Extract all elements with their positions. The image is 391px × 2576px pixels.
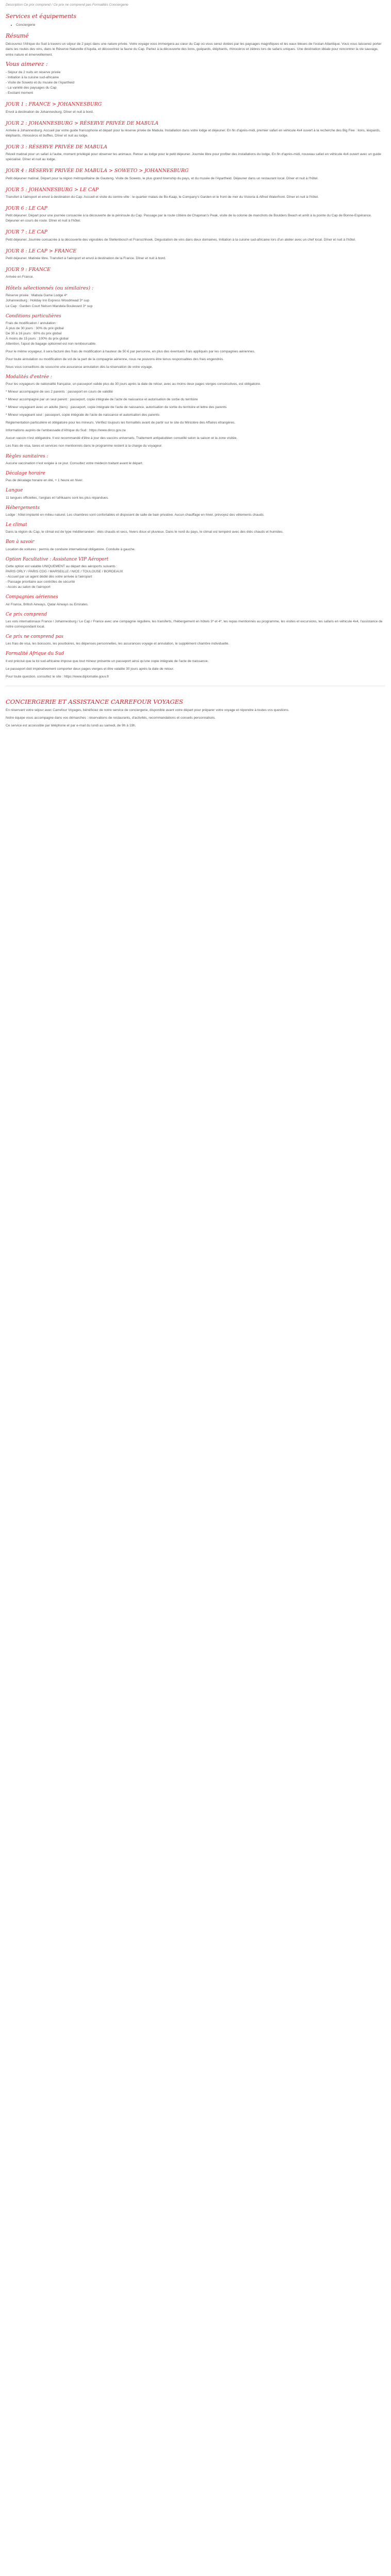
regles-title: Règles sanitaires : — [6, 453, 48, 459]
formalites-text: Réglementation particulière et obligatoire pour les mineurs. Vérifiez toujours les formalités avant de partir sur le site du Ministère des Affaires étrangères. — [6, 421, 236, 425]
day-text: Envol à destination de Johannesburg. Dîner et nuit à bord. — [6, 110, 94, 114]
climat-title: Le climat — [6, 522, 27, 528]
page-intro: Description Ce prix comprend / Ce prix ne comprend pas Formalités Conciergerie — [6, 3, 128, 7]
day-text: Petit déjeuner matinal. Départ pour la région métropolitaine de Gauteng. Visite de Soweto, le plus grand township du pays, et du musée de l'Apartheid. Déjeuner dans un restaurant local. Dîner et nuit à l'hôtel. — [6, 176, 319, 180]
day-text: Arrivée en France. — [6, 275, 34, 279]
prix-comprend-text: Les vols internationaux France / Johannesburg / Le Cap / France avec une compagnie régulière, les transferts, l'hébergement en hôtels 3* et 4*, les repas mentionnés au programme, les visites et excursions, les safaris en véhicule 4x4, l'assistance de notre correspondant local. — [6, 619, 383, 629]
conciergerie-text: En réservant votre séjour avec Carrefour Voyages, bénéficiez de notre service de conciergerie, disponible avant votre départ pour préparer votre voyage et répondre à toutes vos questions. — [6, 708, 289, 713]
formalites-item: * Mineur accompagné par un seul parent : passeport, copie intégrale de l'acte de naissance et autorisation de sortie du territoire — [6, 398, 198, 402]
formalite-sud-section — [6, 651, 385, 679]
services-section — [6, 12, 385, 28]
conciergerie-title: CONCIERGERIE ET ASSISTANCE CARREFOUR VOYAGES — [6, 698, 184, 705]
formalites-text: Les frais de visa, taxes et services non mentionnés dans le programme restent à la charge du voyageur. — [6, 444, 162, 448]
day-text: Arrivée à Johannesburg. Accueil par votre guide francophone et départ pour la réserve privée de Mabula. Installation dans votre lodge et déjeuner. En fin d'après-midi, premier safari en véhicule 4x4 ouvert à la recherche des Big Five : lions, léopards, éléphants, rhinocéros et buffles. Dîner et nuit au lodge. — [6, 128, 381, 138]
highlight-item: - Excitant moment — [6, 91, 34, 95]
compagnies-title: Compagnies aériennes — [6, 595, 58, 600]
conditions-note: Pour toute annulation ou modification de vol de la part de la compagnie aérienne, nous ne pouvons être tenus responsables des frais engendrés. — [6, 357, 224, 361]
formalites-text: Informations auprès de l'ambassade d'Afrique du Sud : https://www.dirco.gov.za — [6, 429, 126, 433]
formalites-item: * Mineur voyageant avec un adulte (tiers) : passeport, copie intégrale de l'acte de naissance, autorisation de sortie du territoire et lettre des parents — [6, 405, 227, 410]
day-text: Transfert à l'aéroport et envol à destination du Cap. Accueil et visite du centre-ville : le quartier malais de Bo-Kaap, le Company's Garden et le front de mer du Victoria & Alfred Waterfront. Dîner et nuit à l'hôtel. — [6, 195, 319, 199]
hotels-title: Hôtels sélectionnés (ou similaires) : — [6, 285, 94, 292]
day-text: Réveil matinal pour un safari à l'aube, moment privilégié pour observer les animaux. Retour au lodge pour le petit déjeuner. Journée libre pour profiter des installations du lodge. En fin d'après-midi, nouveau safari en véhicule 4x4 ouvert avec un guide spécialisé. Dîner et nuit au lodge. — [6, 152, 381, 162]
langue-title: Langue — [6, 488, 23, 494]
formalites-title: Modalités d'entrée : — [6, 375, 52, 380]
conditions-line: Attention, l'ajout de bagage optionnel est non remboursable. — [6, 342, 96, 346]
services-title: Services et équipements — [6, 13, 77, 20]
option-airports: PARIS ORLY / PARIS CDG / MARSEILLE / NICE / TOULOUSE / BORDEAUX — [6, 570, 123, 574]
hotels-section — [6, 285, 385, 309]
highlight-item: - Visite de Soweto et du musée de l'Apartheid — [6, 81, 75, 85]
conditions-line: À moins de 15 jours : 100% du prix global — [6, 336, 69, 341]
highlight-item: - La variété des paysages du Cap — [6, 86, 57, 90]
services-list — [16, 23, 385, 28]
prix-pas-comprend-section — [6, 634, 385, 647]
climat-text: Dans la région du Cap, le climat est de type méditerranéen : étés chauds et secs, hivers doux et pluvieux. Dans le nord du pays, le climat est tempéré avec des étés chauds et humides. — [6, 530, 284, 534]
bon-savoir-title: Bon à savoir — [6, 539, 35, 545]
option-item: - Passage prioritaire aux contrôles de sécurité — [6, 580, 75, 584]
bon-savoir-text: Location de voitures : permis de conduire international obligatoire. Conduite à gauche. — [6, 547, 136, 551]
decalage-section — [6, 470, 385, 483]
langue-text: 11 langues officielles, l'anglais et l'afrikaans sont les plus répandues. — [6, 496, 109, 500]
day-text: Petit déjeuner. Départ pour une journée consacrée à la découverte de la péninsule du Cap. Passage par la route côtière de Chapman's Peak, visite de la colonie de manchots de Boulders Beach et arrêt à la pointe du Cap de Bonne-Espérance. Déjeuner en cours de route. Dîner et nuit à l'hôtel. — [6, 214, 372, 223]
decalage-text: Pas de décalage horaire en été, + 1 heure en hiver. — [6, 479, 84, 483]
formalite-sud-text: Pour toute question, consultez le site : https://www.diplomatie.gouv.fr — [6, 674, 109, 679]
day-title: JOUR 1 : FRANCE > JOHANNESBURG — [6, 101, 102, 108]
resume-section — [6, 32, 385, 58]
prix-pas-comprend-title: Ce prix ne comprend pas — [6, 634, 63, 639]
option-item: - Accès au salon de l'aéroport — [6, 585, 51, 589]
formalites-item: * Mineur voyageant seul : passeport, copie intégrale de l'acte de naissance et autorisation des parents — [6, 413, 160, 417]
resume-text: Découvrez l'Afrique du Sud à travers un séjour de 2 pays dans une nature privée. Votre voyage vous immergera au cœur du Cap où vous serez dotées par les paysages magnifiques et les eaux bleues de l'océan Atlantique. Vous vous laisserez porter dans les routes des vins, dans le Réserve Naturelle d'Aquila, et découvrirez la faune du Cap. Partez à la découverte des lions, guépards, éléphants, rhinocéros et zèbres lors de safaris uniques. Une destination idéale pour rencontrer la vie sauvage, entre nature et émerveillement. — [6, 42, 382, 57]
highlights-title: Vous aimerez : — [6, 60, 48, 67]
conditions-line: À plus de 30 jours : 30% du prix global — [6, 326, 64, 330]
conditions-title: Conditions particulières — [6, 313, 61, 319]
hebergement-title: Hébergements — [6, 505, 40, 511]
decalage-title: Décalage horaire — [6, 470, 45, 476]
option-title: Option Facultative : Assistance VIP Aéroport — [6, 556, 109, 562]
conciergerie-text: Ce service est accessible par téléphone et par e-mail du lundi au samedi, de 9h à 19h. — [6, 724, 136, 728]
services-item: • Conciergerie — [16, 23, 385, 28]
climat-section — [6, 522, 385, 535]
formalite-sud-title: Formalité Afrique du Sud — [6, 651, 64, 657]
formalite-sud-text: Il est précisé que la loi sud-africaine impose que tout mineur présente un passeport ainsi qu'une copie intégrale de l'acte de naissance. — [6, 659, 209, 663]
langue-section — [6, 487, 385, 500]
option-item: - Accueil par un agent dédié dès votre arrivée à l'aéroport — [6, 575, 92, 579]
formalite-sud-text: Le passeport doit impérativement comporter deux pages vierges et être valable 30 jours après la date de retour. — [6, 667, 174, 671]
day-title: JOUR 5 : JOHANNESBURG > LE CAP — [6, 187, 99, 193]
day-title: JOUR 2 : JOHANNESBURG > RÉSERVE PRIVÉE DE MABULA — [6, 120, 159, 126]
conditions-note: Pour le même voyageur, il sera facturé des frais de modification à hauteur de 50 € par personne, en plus des éventuels frais appliqués par les compagnies aériennes. — [6, 349, 255, 353]
conditions-subtitle: Frais de modification / annulation : — [6, 321, 58, 325]
compagnies-section — [6, 594, 385, 607]
hotel-line: Johannesburg : Holiday Inn Express Woodmead 3* sup — [6, 299, 89, 303]
conciergerie-text: Notre équipe vous accompagne dans vos démarches : réservations de restaurants, d'activités, recommandations et conseils personnalisés. — [6, 716, 216, 720]
formalites-text: Aucun vaccin n'est obligatoire. Il est recommandé d'être à jour des vaccins universels. Traitement antipaludéen conseillé selon la saison et la zone visitée. — [6, 436, 238, 440]
day-title: JOUR 8 : LE CAP > FRANCE — [6, 248, 77, 254]
resume-title: Résumé — [6, 32, 29, 39]
option-intro: Cette option est valable UNIQUEMENT au départ des aéroports suivants : — [6, 565, 118, 569]
hotel-line: Le Cap : Garden Court Nelson Mandela Boulevard 3* sup — [6, 304, 93, 308]
formalites-item: * Mineur accompagné de ses 2 parents : passeport en cours de validité — [6, 390, 113, 394]
formalites-text: Pour les voyageurs de nationalité française, un passeport valide plus de 30 jours après la date de retour, avec au moins deux pages vierges consécutives, est obligatoire. — [6, 382, 261, 386]
conciergerie-section — [6, 698, 385, 729]
highlight-item: - Séjour de 2 nuits en réserve privée — [6, 71, 61, 75]
day-text: Petit déjeuner. Journée consacrée à la découverte des vignobles de Stellenbosch et Franschhoek. Dégustation de vins dans deux domaines. Initiation à la cuisine sud-africaine lors d'un atelier avec un chef local. Dîner et nuit à l'hôtel. — [6, 238, 356, 242]
day-title: JOUR 4 : RÉSERVE PRIVÉE DE MABULA > SOWETO > JOHANNESBURG — [6, 168, 189, 174]
prix-comprend-title: Ce prix comprend — [6, 612, 47, 617]
day-title: JOUR 6 : LE CAP — [6, 205, 47, 211]
regles-section — [6, 453, 385, 466]
compagnies-text: Air France, British Airways, Qatar Airways ou Emirates. — [6, 602, 89, 606]
bon-savoir-section — [6, 539, 385, 552]
itinerary — [6, 101, 385, 280]
prix-comprend-section — [6, 612, 385, 630]
highlight-item: - Initiation à la cuisine sud-africaine — [6, 76, 59, 80]
prix-pas-comprend-text: Les frais de visa, les boissons, les pourboires, les dépenses personnelles, les assurances voyage et annulation, le supplément chambre individuelle. — [6, 642, 230, 646]
option-section — [6, 556, 385, 590]
conditions-note: Nous vous conseillons de souscrire une assurance annulation dès la réservation de votre voyage. — [6, 365, 153, 369]
day-title: JOUR 3 : RÉSERVE PRIVÉE DE MABULA — [6, 144, 107, 150]
hebergement-text: Lodge : hôtel implanté en milieu naturel. Les chambres sont confortables et disposent de salle de bain privative. Aucun chauffage en hiver, prévoyez des vêtements chauds. — [6, 513, 265, 517]
conditions-line: De 30 à 16 jours : 60% du prix global — [6, 331, 62, 335]
day-title: JOUR 9 : FRANCE — [6, 266, 51, 273]
hebergement-section — [6, 505, 385, 518]
formalites-section — [6, 374, 385, 449]
conditions-section — [6, 313, 385, 370]
regles-text: Aucune vaccination n'est exigée à ce jour. Consultez votre médecin traitant avant le départ. — [6, 461, 143, 465]
hotel-line: Réserve privée : Mabula Game Lodge 4* — [6, 294, 68, 298]
day-title: JOUR 7 : LE CAP — [6, 229, 47, 235]
highlights-section — [6, 60, 385, 96]
day-text: Petit déjeuner. Matinée libre. Transfert à l'aéroport et envol à destination de la France. Dîner et nuit à bord. — [6, 256, 166, 260]
